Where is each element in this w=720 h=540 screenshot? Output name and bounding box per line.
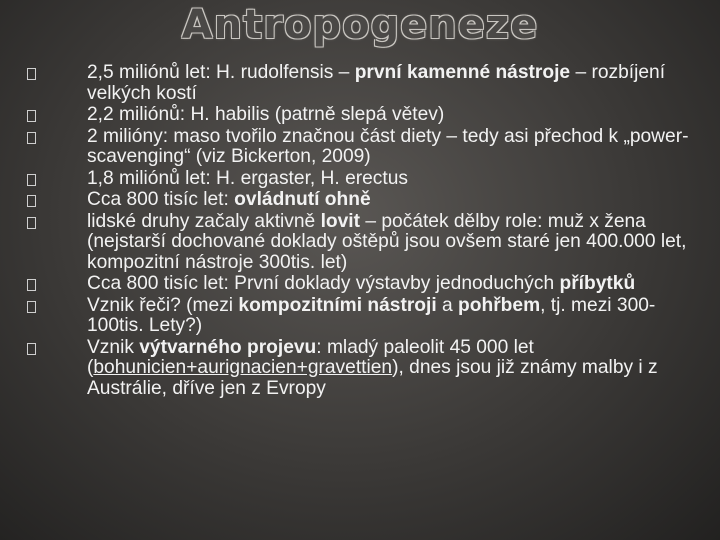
text-run: – rozbíjení velkých kostí [87,62,666,104]
bullet-item [24,274,694,295]
bullet-item [24,169,694,190]
text-run: Vznik [87,336,140,358]
bold-text: lovit [320,210,361,232]
bullet-text [87,104,444,125]
bullet-box-icon [27,195,36,207]
bullet-box-icon [27,279,36,291]
bullet-box-icon [27,343,36,355]
bullet-item [24,190,694,211]
bullet-text [87,126,688,168]
bullet-box-icon [27,132,36,144]
text-run: – počátek dělby role: muž x žena (nejstarší dochované doklady oštěpů jsou ovšem staré jen 400.000 let, kompozitní nástroje 300tis. let) [87,210,687,273]
bold-text: pohřbem [458,294,541,316]
bullet-item [24,338,694,400]
bullet-box-icon [27,301,36,313]
underlined-text: bohunicien+aurignacien+gravettien [93,357,393,378]
text-run: a [436,294,459,316]
text-run: Vznik řeči? (mezi [87,294,239,316]
bullet-text [87,295,655,337]
text-run: , tj. mezi 300-100tis. Lety?) [87,294,656,336]
text-run: lidské druhy začaly aktivně [87,210,321,232]
text-run: 2,2 miliónů: H. habilis (patrně slepá větev) [87,104,445,125]
bullet-text [87,62,665,104]
bold-text: kompozitními nástroji [238,294,437,316]
text-run: Cca 800 tisíc let: První doklady výstavby jednoduchých [87,273,560,294]
bullet-item [24,63,694,104]
bullet-text [87,337,658,399]
bullet-text [87,189,371,210]
bullet-item [24,212,694,274]
bullet-box-icon [27,174,36,186]
bullet-item [24,296,694,337]
bold-text: první kamenné nástroje [354,62,571,83]
text-run: Cca 800 tisíc let: [87,189,235,210]
bullet-box-icon [27,68,36,80]
bullet-list [24,63,694,400]
text-run: : mladý paleolit 45 000 let ( [87,336,534,378]
bullet-item [24,105,694,126]
bold-text: výtvarného projevu [139,336,317,358]
bullet-box-icon [27,110,36,122]
text-run: ), dnes jsou již známy malby i z Austrálie, dříve jen z Evropy [87,357,658,399]
text-run: 1,8 miliónů let: H. ergaster, H. erectus [87,167,408,189]
bullet-item [24,127,694,168]
bullet-text [87,211,686,273]
slide-title: Antropogeneze [181,2,539,48]
text-run: 2 milióny: maso tvořilo značnou část diety – tedy asi přechod k „power-scavenging“ (viz Bickerton, 2009) [87,125,689,167]
bold-text: příbytků [559,273,636,294]
bullet-box-icon [27,217,36,229]
bullet-text [87,273,635,294]
bullet-text [87,168,408,189]
bold-text: ovládnutí ohně [234,189,371,210]
text-run: 2,5 miliónů let: H. rudolfensis – [87,62,355,83]
